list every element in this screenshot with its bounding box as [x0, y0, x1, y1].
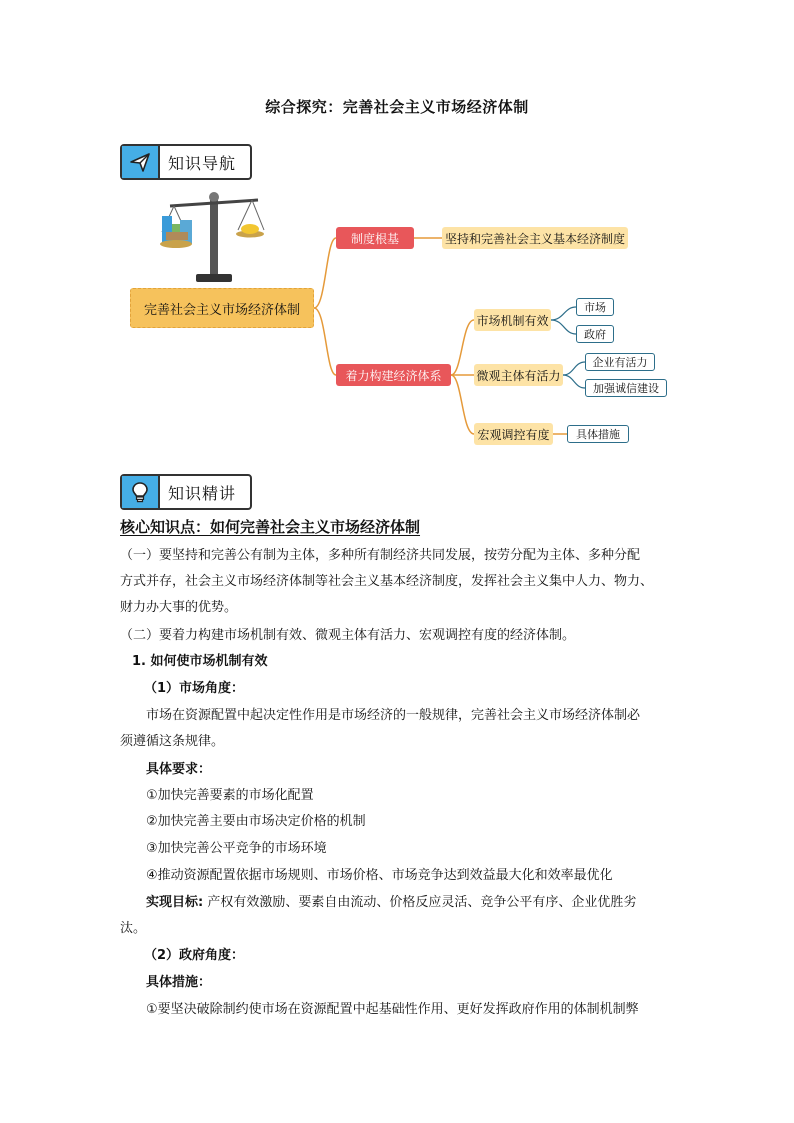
mindmap-leaf-integrity: 加强诚信建设	[585, 379, 667, 397]
measures-label: 具体措施：	[146, 975, 212, 990]
key-point-title: 核心知识点：如何完善社会主义市场经济体制	[120, 518, 421, 536]
heading-market-mechanism: 1. 如何使市场机制有效	[132, 654, 268, 669]
paragraph-line: 须遵循这条规律。	[120, 734, 225, 749]
goal-label: 实现目标:	[146, 895, 204, 910]
lightbulb-icon	[122, 476, 160, 508]
section-header-explanation	[120, 474, 252, 510]
paragraph-two: （二）要着力构建市场机制有效、微观主体有活力、宏观调控有度的经济体制。	[120, 628, 576, 643]
paragraph-one	[120, 543, 676, 621]
document-title: 综合探究：完善社会主义市场经济体制	[265, 98, 529, 116]
paragraph-line: 汰。	[120, 921, 147, 936]
paragraph-line: 市场在资源配置中起决定性作用是市场经济的一般规律，完善社会主义市场经济体制必	[146, 708, 641, 723]
mindmap-leaf-measures: 具体措施	[567, 425, 629, 443]
mindmap-leaf-enterprise: 企业有活力	[585, 353, 655, 371]
mindmap-branch-economic-system: 着力构建经济体系	[336, 364, 451, 386]
paragraph-line: （一）要坚持和完善公有制为主体，多种所有制经济共同发展，按劳分配为主体、多种分配	[120, 548, 641, 563]
section-label: 知识精讲	[168, 483, 237, 503]
requirement-item: ①加快完善要素的市场化配置	[146, 788, 314, 803]
requirement-item: ②加快完善主要由市场决定价格的机制	[146, 814, 366, 829]
mindmap-root: 完善社会主义市场经济体制	[130, 288, 314, 328]
goal-text: 产权有效激励、要素自由流动、价格反应灵活、竞争公平有序、企业优胜劣	[203, 895, 637, 910]
paragraph-line: 方式并存，社会主义市场经济体制等社会主义基本经济制度，发挥社会主义集中人力、物力、	[120, 574, 654, 589]
mindmap-node-micro-subjects: 微观主体有活力	[474, 364, 563, 386]
heading-government-angle: （2）政府角度：	[144, 948, 245, 963]
measure-item: ①要坚决破除制约使市场在资源配置中起基础性作用、更好发挥政府作用的体制机制弊	[146, 1002, 639, 1017]
heading-market-angle: （1）市场角度：	[144, 681, 245, 696]
requirement-item: ③加快完善公平竞争的市场环境	[146, 841, 327, 856]
mindmap-leaf-government: 政府	[576, 325, 614, 343]
mindmap-branch-institutional: 制度根基	[336, 227, 414, 249]
section-label: 知识导航	[168, 153, 237, 173]
mindmap-leaf-market: 市场	[576, 298, 614, 316]
goal-paragraph	[120, 890, 676, 942]
mindmap-node-macro-control: 宏观调控有度	[474, 423, 553, 445]
requirements-label: 具体要求：	[146, 762, 212, 777]
mindmap-node-basic-system: 坚持和完善社会主义基本经济制度	[442, 227, 628, 249]
requirement-item: ④推动资源配置依据市场规则、市场价格、市场竞争达到效益最大化和效率最优化	[146, 868, 613, 883]
paragraph-line: 财力办大事的优势。	[120, 600, 238, 615]
mindmap-node-market-mechanism: 市场机制有效	[474, 309, 551, 331]
paragraph-three	[120, 703, 676, 755]
